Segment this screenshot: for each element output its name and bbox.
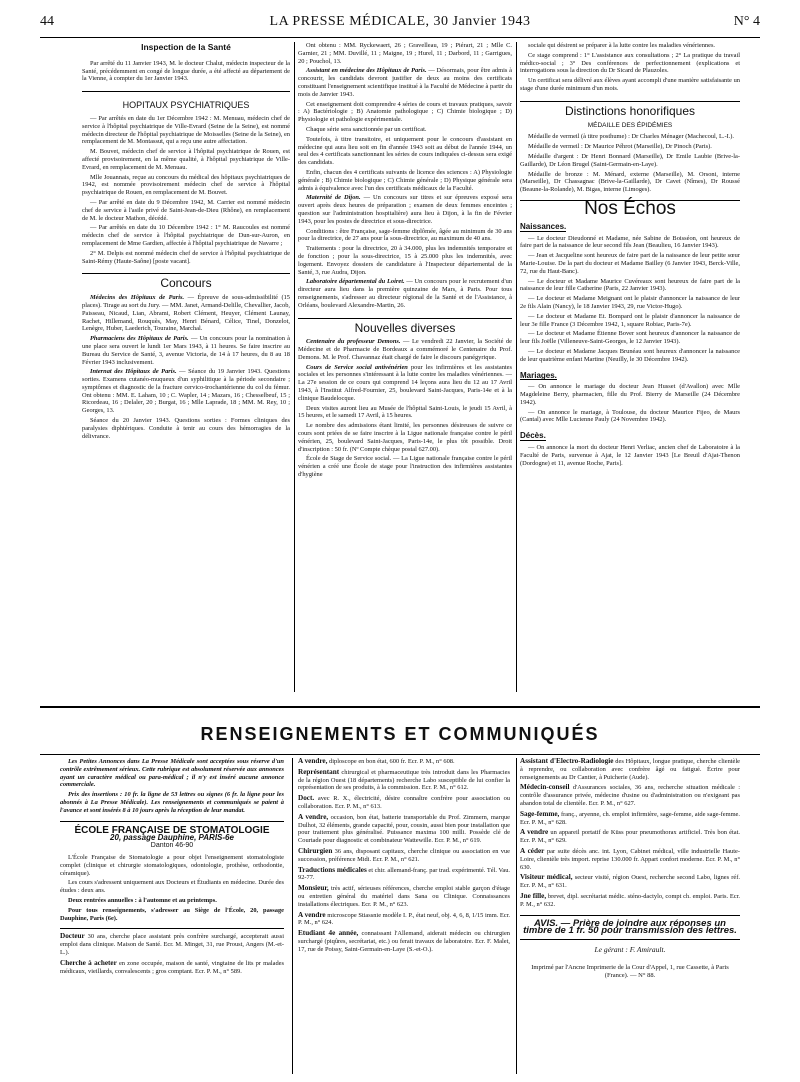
classified-ad: [298, 912, 510, 928]
classified-ad: [520, 874, 740, 890]
lead-title: Pharmaciens des Hôpitaux de Paris.: [90, 335, 189, 343]
paragraph: [82, 368, 290, 415]
paragraph: Ont obtenu : MM. Ryckewaert, 26 ; Gravelleau, 19 ; Piérart, 21 ; Mlle C. Garnier, 21 ; MM. Duvillé, 11 ; Maigne, 19 ; Hurel, 11 ; Darbord, 11 ; Garrigues, 20 ; Pouchol, 13.: [298, 42, 512, 65]
paragraph: Ce stage comprend : 1° L'assistance aux consultations ; 2° La pratique du travail médico-social ; 3° Des conférences de perfectionnement (explications et interrogations sous la direction du Dr Sicard de Plauzoles.: [520, 51, 740, 75]
ad-title: Jne fille,: [520, 891, 547, 900]
paragraph: — Le docteur et Madame Meignant ont le plaisir d'annoncer la naissance de leur 2e fils Alain (Nancy), le 18 Janvier 1943, 29, rue Victor-Hugo).: [520, 295, 740, 310]
column-3: [520, 42, 740, 698]
classified-ad: [520, 848, 740, 871]
paragraph: — Le docteur et Madame Jacques Brunéau sont heureux d'annoncer la naissance de leur quatrième enfant Martine (Neuilly, le 30 Décembre 1942).: [520, 347, 740, 363]
paragraph: [298, 338, 512, 361]
paragraph-text: — Un concours sur titres et sur épreuves exposé sera ouvert après deux heures de préparation ; examen de deux femmes enceintes ; question sur l'administration hospitalière) aura lieu à Dijon, à la fin de Février 1943, pour les postes de directrice et sous-directrice.: [298, 194, 512, 225]
ad-title: A vendre,: [298, 812, 329, 821]
column-divider: [516, 758, 517, 1074]
ads-prices: Prix des insertions : 10 fr. la ligne de 53 lettres ou signes (6 fr. la ligne pour les abonnés à La Presse Médicale). Les renseignements et communiqués se paient à l'avance et sont insérés 8 à 10 jours après la réception de leur mandat.: [60, 791, 284, 814]
ad-text: un appareil portatif de Küss pour pneumothorax artificiel. Très bon état. Ecr. P. M., n° 629.: [520, 829, 740, 845]
ad-title: Etudiant 4e année,: [298, 929, 359, 938]
paragraph: Traitements : pour la directrice, 20 à 34.000, plus les indemnités temporaire et de fonction ; pour la sous-directrice, 15 à 25.000 plus les indemnités, avec logement. Envoyez dossiers de candidature à l'Inspecteur départemental de la Santé, 3, rue Audra, Dijon.: [298, 245, 512, 276]
paragraph-text: — Un concours pour le recrutement d'un directeur aura lieu dans la première quinzaine de Mars, à Paris. Pour tous renseignements, s'adresser au directeur régional de la Santé et de l'Assistance, à Orléans, boulevard Alexandre-Martin, 26.: [298, 278, 512, 309]
paragraph: Médaille de vermeil (à titre posthume) : Dr Charles Ménager (Machecoul, L.-I.).: [528, 133, 735, 141]
ad-text: avec R. X., électricité, désire connaître confrère pour association ou collaboration. Ecr. P. M., n° 613.: [298, 795, 510, 810]
ad-text: et chir. allemand-franç. par trad. expérimenté. Tél. Vau. 92-77.: [298, 866, 510, 882]
ad-title: Représentant: [298, 767, 340, 776]
classified-ad: [298, 848, 510, 864]
ad-text: en zone occupée, maison de santé, vingtaine de lits pr malades médicaux, vieillards, convalescents ; gros comptant. Ecr. P. M., n° 589.: [60, 959, 284, 975]
heading-inspection: Inspection de la Santé: [141, 42, 231, 52]
page-header: [40, 14, 760, 36]
paragraph-text: — Séance du 19 Janvier 1943. Questions sorties. Examens cutanéo-muqueux d'un syphilitique à la période secondaire ; symptômes et diagnostic de la fracture cervico-trochantérienne du col du fémur. Ont obtenu : MM. E. Laham, 10 ; C. Wapler, 14 ; Mazars, 16 ; Chesselbeuf, 15 ; Ricordeau, 16 ; Delaler, 20 ; Burgat, 16 ; Mlle Laprade, 18 ; MM. M. Rey, 10 ; Georges, 13.: [82, 368, 290, 415]
classified-ad: [298, 795, 510, 811]
paragraph: M. Bouvet, médecin chef de service à l'hôpital psychiatrique de Rouen, est affecté provisoirement, en la même qualité, à l'hôpital psychiatrique de Ville-Evrard, en remplacement de M. Menuau.: [82, 148, 290, 171]
ad-title: Chirurgien: [298, 846, 333, 855]
paragraph: L'École Française de Stomatologie a pour objet l'enseignement stomatologiste complet (clinique et chirurgie stomatologiques, odontologie, prothèse, orthodontie, céramique).: [60, 853, 284, 877]
section-rule: [40, 706, 760, 708]
printer-line: Imprimé par l'Ancne Imprimerie de la Cour d'Appel, 1, rue Cassette, à Paris (France). — N° 88.: [531, 963, 729, 979]
ad-text: 30 ans, cherche place assistant près confrère surchargé, accepterait aussi emploi dans clinique. Maison de Santé. Ecr. M. Minget, 31, rue Proust, Angers (M.-et-L.).: [60, 933, 284, 956]
paragraph: — Le docteur et Madame Et. Bompard ont le plaisir d'annoncer la naissance de leur 3e fille France (3 Décembre 1942, 1, square Robiac, Paris-7e).: [520, 312, 740, 328]
classified-ad: [520, 829, 740, 845]
ad-title: Visiteur médical,: [520, 873, 573, 882]
school-block: [60, 821, 284, 850]
paragraph: Enfin, chacun des 4 certificats suivants de licence des sciences : A) Physiologie générale ; B) Chimie biologique ; C) Chimie générale ; D) Physique générale sera admis à équivalence avec l'un des certificats médicaux de la Faculté.: [298, 168, 512, 192]
column-divider: [516, 42, 517, 692]
paragraph: Le nombre des admissions étant limité, les personnes désireuses de suivre ce cours sont priées de se faire inscrire à la Ligue nationale française contre le péril vénérien, 25, boulevard Saint-Jacques, Paris-14e, le plus tôt possible. Droit d'inscription : 50 fr. (Nº Compte chèque postal 627.00).: [298, 422, 512, 453]
paragraph: Chaque série sera sanctionnée par un certificat.: [306, 125, 427, 133]
paragraph-text: — Désormais, pour être admis à concourir, les candidats devront justifier de deux au moins des certificats constituant l'enseignement scientifique institué à la Faculté de Médecine à partir du mois de Janvier 1943.: [298, 67, 512, 98]
paragraph: Médaille de vermeil : Dr Maurice Péhrot (Marseille), Dr Pinoch (Paris).: [528, 143, 712, 151]
ad-text: secteur visité, région Ouest, recherche second Labo, lignes réf. Ecr. P. M., n° 631.: [520, 874, 740, 890]
classified-ad: [60, 928, 284, 956]
paragraph: [298, 278, 512, 309]
ad-text: brevet, dipl. secrétariat médic. sténo-dactylo, compt ch. emploi. Paris. Ecr. P. M., n° 632.: [520, 892, 740, 908]
ad-text: par suite décès anc. int. Lyon, Cabinet médical, ville industrielle Haute-Loire, clientèle très import. reprise 130.000 fr. Appart confort moderne. Ecr. P. M., n° 630.: [520, 847, 740, 871]
heading-deces: Décès.: [520, 431, 546, 441]
page-number: 44: [40, 14, 54, 29]
classified-ad: [298, 758, 510, 766]
notice-box: AVIS. — Prière de joindre aux réponses un timbre de 1 fr. 50 pour transmission des lettres.: [520, 915, 740, 941]
ad-title: Traductions médicales: [298, 865, 367, 874]
classified-ad: [298, 867, 510, 883]
ads-column-1: [60, 758, 284, 1078]
paragraph: Un certificat sera délivré aux élèves ayant accompli d'une manière satisfaisante un stage d'une durée minimum d'un mois.: [520, 77, 740, 92]
ad-text: chirurgical et pharmaceutique très introduit dans les Pharmacies de la région Ouest (18 départements) recherche Labo susceptible de lui confier la représentation de ses produits, à la commission. Ecr. P. M., n° 612.: [298, 768, 510, 792]
paragraph: — Le docteur et Madame Étienne Bover sont heureux d'annoncer la naissance de leur fils Joëlle (Villeneuve-Saint-Georges, le 12 Janvier 1943).: [520, 330, 740, 346]
classified-ad: [298, 814, 510, 845]
paragraph-text: pour les infirmières et les assistantes sociales et les personnes s'intéressant à la lutte contre les maladies vénériennes. — La 27e session de ce cours qui comprend 14 leçons aura lieu du 12 au 17 Avril 1943, à l'Institut Alfred-Fournier, 25, boulevard Saint-Jacques, Paris-14e et à la clinique Baudelocque.: [298, 363, 512, 402]
ad-title: A vendre,: [298, 758, 328, 765]
paragraph: sociale qui désirent se préparer à la lutte contre les maladies vénériennes.: [528, 42, 716, 49]
ad-text: occasion, bon état, batterie transportable du Prof. Zimmern, marque Dulhot, 32 éléments, grande capacité, pour, cousin, aussi bien pour installation que pour traitement plus généralisé. Puissance maxima 100 milli. Possède clé de Courtade pour diagnostic et combinateur Wattewille. Ecr. P. M., n° 619.: [298, 813, 510, 845]
heading-naissances: Naissances.: [520, 221, 567, 231]
banner-title: RENSEIGNEMENTS ET COMMUNIQUÉS: [200, 724, 600, 744]
ad-title: Cherche à acheter: [60, 958, 117, 967]
paragraph: — Par arrêtés en date du 10 Décembre 1942 : 1° M. Raucoules est nommé médecin chef de service à l'hôpital psychiatrique de Dun-sur-Auron, en remplacement de Mme Gardien, affectée à l'hôpital psychiatrique de Navarre ;: [82, 224, 290, 247]
ad-text: connaissant l'Allemand, aiderait médecin ou chirurgien surchargé (piqûres, secrétariat, etc.) ou ferait travaux de laboratoire. Ecr. F. Malet, 17, rue de Poissy, Saint-Germain-en-Laye (S.-et-O.).: [298, 930, 510, 953]
column-1: [82, 40, 290, 698]
paragraph: — Le docteur et Madame Maurice Cuvéreaux sont heureux de faire part de la naissance de leur fille Catherine (Paris, 22 Janvier 1943).: [520, 277, 740, 293]
ad-text: franç., aryenne, ch. emploi infirmière, sage-femme, aide sage-femme. Ecr. P. M., n° 628.: [520, 810, 740, 826]
paragraph: 2° M. Delpis est nommé médecin chef de service à l'hôpital psychiatrique de Saint-Rémy (Haute-Saône) [poste vacant].: [82, 249, 290, 265]
paragraph: Deux rentrées annuelles : à l'automne et au printemps.: [68, 896, 217, 904]
paragraph: École de Stage de Service social. — La Ligue nationale française contre le péril vénérien a créé une École de stage pour l'instruction des infirmières assistantes d'hygiène: [298, 455, 512, 479]
paragraph: [82, 335, 290, 366]
paragraph: Médaille de bronze : M. Ménard, externe (Marseille), M. Orsoni, interne (Marseille), Dr Chassagnac (Brive-la-Gaillarde), Dr Cavet (Nîmes), Dr Roussé (Beaune-la-Rolande), M. Bigas, interne (Limoges).: [520, 170, 740, 194]
column-2: [298, 42, 512, 698]
paragraph-text: — Un concours pour la nomination à une place sera ouvert le lundi 1er Mars 1943, à 11 heures. Se faire inscrire au Bureau du Service de Santé, 3, avenue Victoria, de 14 à 17 heures, du 8 au 18 Février 1943 inclusivement.: [82, 335, 290, 366]
paragraph: Médaille d'argent : Dr Henri Bonnard (Marseille), Dr Emile Laubie (Brive-la-Gaillarde), Dr Léon Brugel (Saint-Germain-en-Laye).: [520, 152, 740, 168]
classified-ad: [520, 893, 740, 909]
paragraph: [298, 194, 512, 225]
ad-title: Sage-femme,: [520, 809, 560, 818]
school-name: ÉCOLE FRANÇAISE DE STOMATOLOGIE: [74, 824, 270, 836]
ad-text: très actif, sérieuses références, cherche emploi stable garçon d'étage ou entretien général du matériel dans Sana ou Clinique. Connaissances installations électriques. Ecr. P. M., n° 623.: [298, 885, 510, 908]
paragraph: [298, 364, 512, 403]
classified-ad: [520, 811, 740, 827]
ad-text: d'Assurances sociales, 36 ans, recherche situation médicale : contrôle d'assurance privée, médecine d'usine ou d'administration ou n'exigeant pas abandon total de clientèle. Ecr. P. M., n° 627.: [520, 784, 740, 807]
ad-title: Doct.: [298, 794, 315, 803]
paragraph: Mlle Jouannais, reçue au concours du médical des hôpitaux psychiatriques de 1942, est nommée provisoirement médecin chef de service à l'hôpital psychiatrique de Rouen, en remplacement de M. Bouvet.: [82, 173, 290, 197]
ad-text: microscope Stiassnie modèle I. P., état neuf, obj. 4, 6, 8, 1/15 imm. Ecr. P. M., n° 624.: [298, 911, 510, 927]
heading-hopitaux: HOPITAUX PSYCHIATRIQUES: [82, 91, 290, 110]
heading-nos-echos: Nos Échos: [520, 200, 740, 213]
column-divider: [292, 758, 293, 1074]
school-telephone: Danton 46-90: [150, 842, 194, 850]
paragraph: — On annonce le mariage du docteur Jean Husset (d'Avallon) avec Mlle Magdeleine Berry, pharmacien, fille du Prof. Bierry de Marseille (24 Décembre 1942).: [520, 383, 740, 406]
ad-text: 36 ans, disposant capitaux, cherche clinique ou association en vue succession, préférence Midi. Ecr. P. M., n° 621.: [298, 847, 510, 863]
ads-column-2: [298, 758, 510, 1078]
paragraph-text: — Le vendredi 22 Janvier, la Société de Médecine et de Pharmacie de Bordeaux a commémoré le Centenaire du Prof. Demons. M. le Prof. Chavannaz était chargé de faire le discours panégyrique.: [298, 338, 512, 361]
issue-number: N° 4: [733, 14, 760, 29]
school-address: 20, passage Dauphine, PARIS-6e: [110, 833, 234, 843]
ad-title: Docteur: [60, 932, 85, 941]
header-rule: [40, 37, 760, 38]
paragraph: Séance du 20 Janvier 1943. Questions sorties : Formes cliniques des paralysies diphtériques. Conduite à tenir au cours des hémorragies de la délivrance.: [82, 417, 290, 440]
paragraph: — Par arrêtés en date du 1er Décembre 1942 : M. Menuau, médecin chef de service à l'hôpital psychiatrique de Ville-Evrard (Seine de la Seine), est nommé médecin directeur de l'hôpital psychiatrique de Moisselles (Seine de la Seine), en remplacement de M. Montassut, qui a reçu une autre affectation.: [82, 114, 290, 146]
classified-ad: [298, 885, 510, 908]
paragraph: [298, 67, 512, 98]
lead-title: Assistant en médecine des Hôpitaux de Paris.: [306, 67, 427, 75]
paragraph: Toutefois, à titre transitoire, et uniquement pour le concours d'assistant en médecine qui aura lieu soit en fin d'année 1943 soit au début de l'année 1944, un seul des 4 certificats sanctionnant les séries de cours indiquées ci-dessus sera exigé des candidats.: [298, 135, 512, 167]
journal-title: LA PRESSE MÉDICALE, 30 Janvier 1943: [269, 14, 531, 29]
ads-intro: Les Petites Annonces dans La Presse Médicale sont acceptées sous réserve d'un contrôle extrêmement sérieux. Cette rubrique est absolument réservée aux annonces ayant un caractère médical ou para-médical ; il n'y est inséré aucune annonce commerciale.: [60, 758, 284, 789]
lead-title: Maternité de Dijon.: [306, 194, 361, 202]
paragraph: Conditions : être Française, sage-femme diplômée, âgée au minimum de 30 ans pour la directrice, de 27 ans pour la sous-directrice, au maximum de 40 ans.: [298, 227, 512, 243]
ad-title: Médecin-conseil: [520, 783, 570, 792]
paragraph: Pour tous renseignements, s'adresser au Siège de l'École, 20, passage Dauphine, Paris (6e).: [60, 906, 284, 922]
heading-nouvelles: Nouvelles diverses: [298, 318, 512, 333]
paragraph: Les cours s'adressent uniquement aux Docteurs et Étudiants en médecine. Durée des études : deux ans.: [60, 879, 284, 895]
paragraph: — On annonce la mort du docteur Henri Verliac, ancien chef de Laboratoire à la Faculté de Paris, survenue à Ajat, le 12 Janvier 1943 [Le Breuil d'Ajat-Thenon (Dordogne) et 11, avenue Roche, Paris].: [520, 444, 740, 467]
manager-line: Le gérant : F. Amirault.: [594, 945, 666, 955]
paragraph: Deux visites auront lieu au Musée de l'hôpital Saint-Louis, le jeudi 15 Avril, à 15 heures, et le samedi 17 Avril, à 15 heures.: [298, 404, 512, 420]
paragraph: [82, 294, 290, 333]
ad-title: A céder: [520, 846, 545, 855]
classified-ad: [298, 769, 510, 792]
heading-medaille: MÉDAILLE DES ÉPIDÉMIES: [587, 121, 673, 129]
paragraph: — On annonce le mariage, à Toulouse, du docteur Maurice Fijeo, de Maurs (Cantal) avec Mlle Lucienne Pauly (24 Novembre 1942).: [520, 408, 740, 424]
paragraph: Par arrêté du 11 Janvier 1943, M. le docteur Chalut, médecin inspecteur de la Santé, précédemment en congé de longue durée, a été affecté au département de la Vienne, à compter du 1er Janvier 1943.: [82, 59, 290, 83]
paragraph: — Jean et Jacqueline sont heureux de faire part de la naissance de leur petite sœur Marie-Louise. De la part du docteur et Madame Bailley (6 Janvier 1943, Berck-Ville, 72, rue du Haut-Banc).: [520, 252, 740, 275]
ad-text: des Hôpitaux, longue pratique, cherche clientèle à reprendre, ou collaboration avec confrère âgé ou fatigué. Écrire pour renseignements au Dr Cantier, à Puicherie (Aude).: [520, 758, 740, 781]
heading-distinctions: Distinctions honorifiques: [520, 101, 740, 116]
classified-ad: [520, 784, 740, 807]
heading-mariages: Mariages.: [520, 370, 557, 380]
heading-concours: Concours: [82, 273, 290, 288]
paragraph: — Par arrêté en date du 9 Décembre 1942, M. Carrier est nommé médecin chef de service à l'asile privé de Saint-Jean-de-Dieu (Rhône), en remplacement de M. le docteur Mathon, décédé.: [82, 198, 290, 222]
ad-title: A vendre: [298, 910, 326, 919]
ad-title: Monsieur,: [298, 884, 329, 893]
classified-ad: [520, 758, 740, 781]
classified-ad: [298, 930, 510, 953]
lead-title: Laboratoire départemental du Loiret.: [306, 278, 405, 286]
lead-title: Médecins des Hôpitaux de Paris.: [90, 294, 185, 302]
lead-title: Cours de Service social antivénérien: [306, 363, 408, 371]
lead-title: Internat des Hôpitaux de Paris.: [90, 368, 177, 376]
ad-text: diploscope en bon état, 600 fr. Ecr. P. M., n° 608.: [329, 758, 455, 765]
lead-title: Centenaire du professeur Demons.: [306, 338, 401, 346]
section-rule: [40, 754, 760, 755]
ads-column-3: [520, 758, 740, 1078]
column-divider: [294, 42, 295, 692]
paragraph-text: — Épreuve de sous-admissibilité (15 places). Tirage au sort du Jury. — MM. Janet, Armand-Delille, Chevallier, Jacob, Paisseau, Nicaud, Lian, Abrami, Robert Clément, Heuyer, Clément Launay, Rachet, Hillemand, Rouquès, May, Henri Bénard, Célice, Tinel, Donzelot, Lenègre, Huber, Laederich, Touraine, Marchal.: [82, 294, 290, 333]
classified-ad: [60, 960, 284, 976]
ad-title: A vendre: [520, 828, 549, 837]
paragraph: Cet enseignement doit comprendre 4 séries de cours et travaux pratiques, savoir : A) Bactériologie ; B) Anatomie pathologique ; C) Chimie biologique ; D) Physiologie et pathologie expérimentale.: [298, 100, 512, 124]
paragraph: — Le docteur Dieudonné et Madame, née Sabine de Boisséon, ont heureux de faire part de la naissance de leur second fils Jean (Beaulieu, 16 Janvier 1943).: [520, 234, 740, 250]
ad-title: Assistant d'Électro-Radiologie: [520, 758, 614, 765]
